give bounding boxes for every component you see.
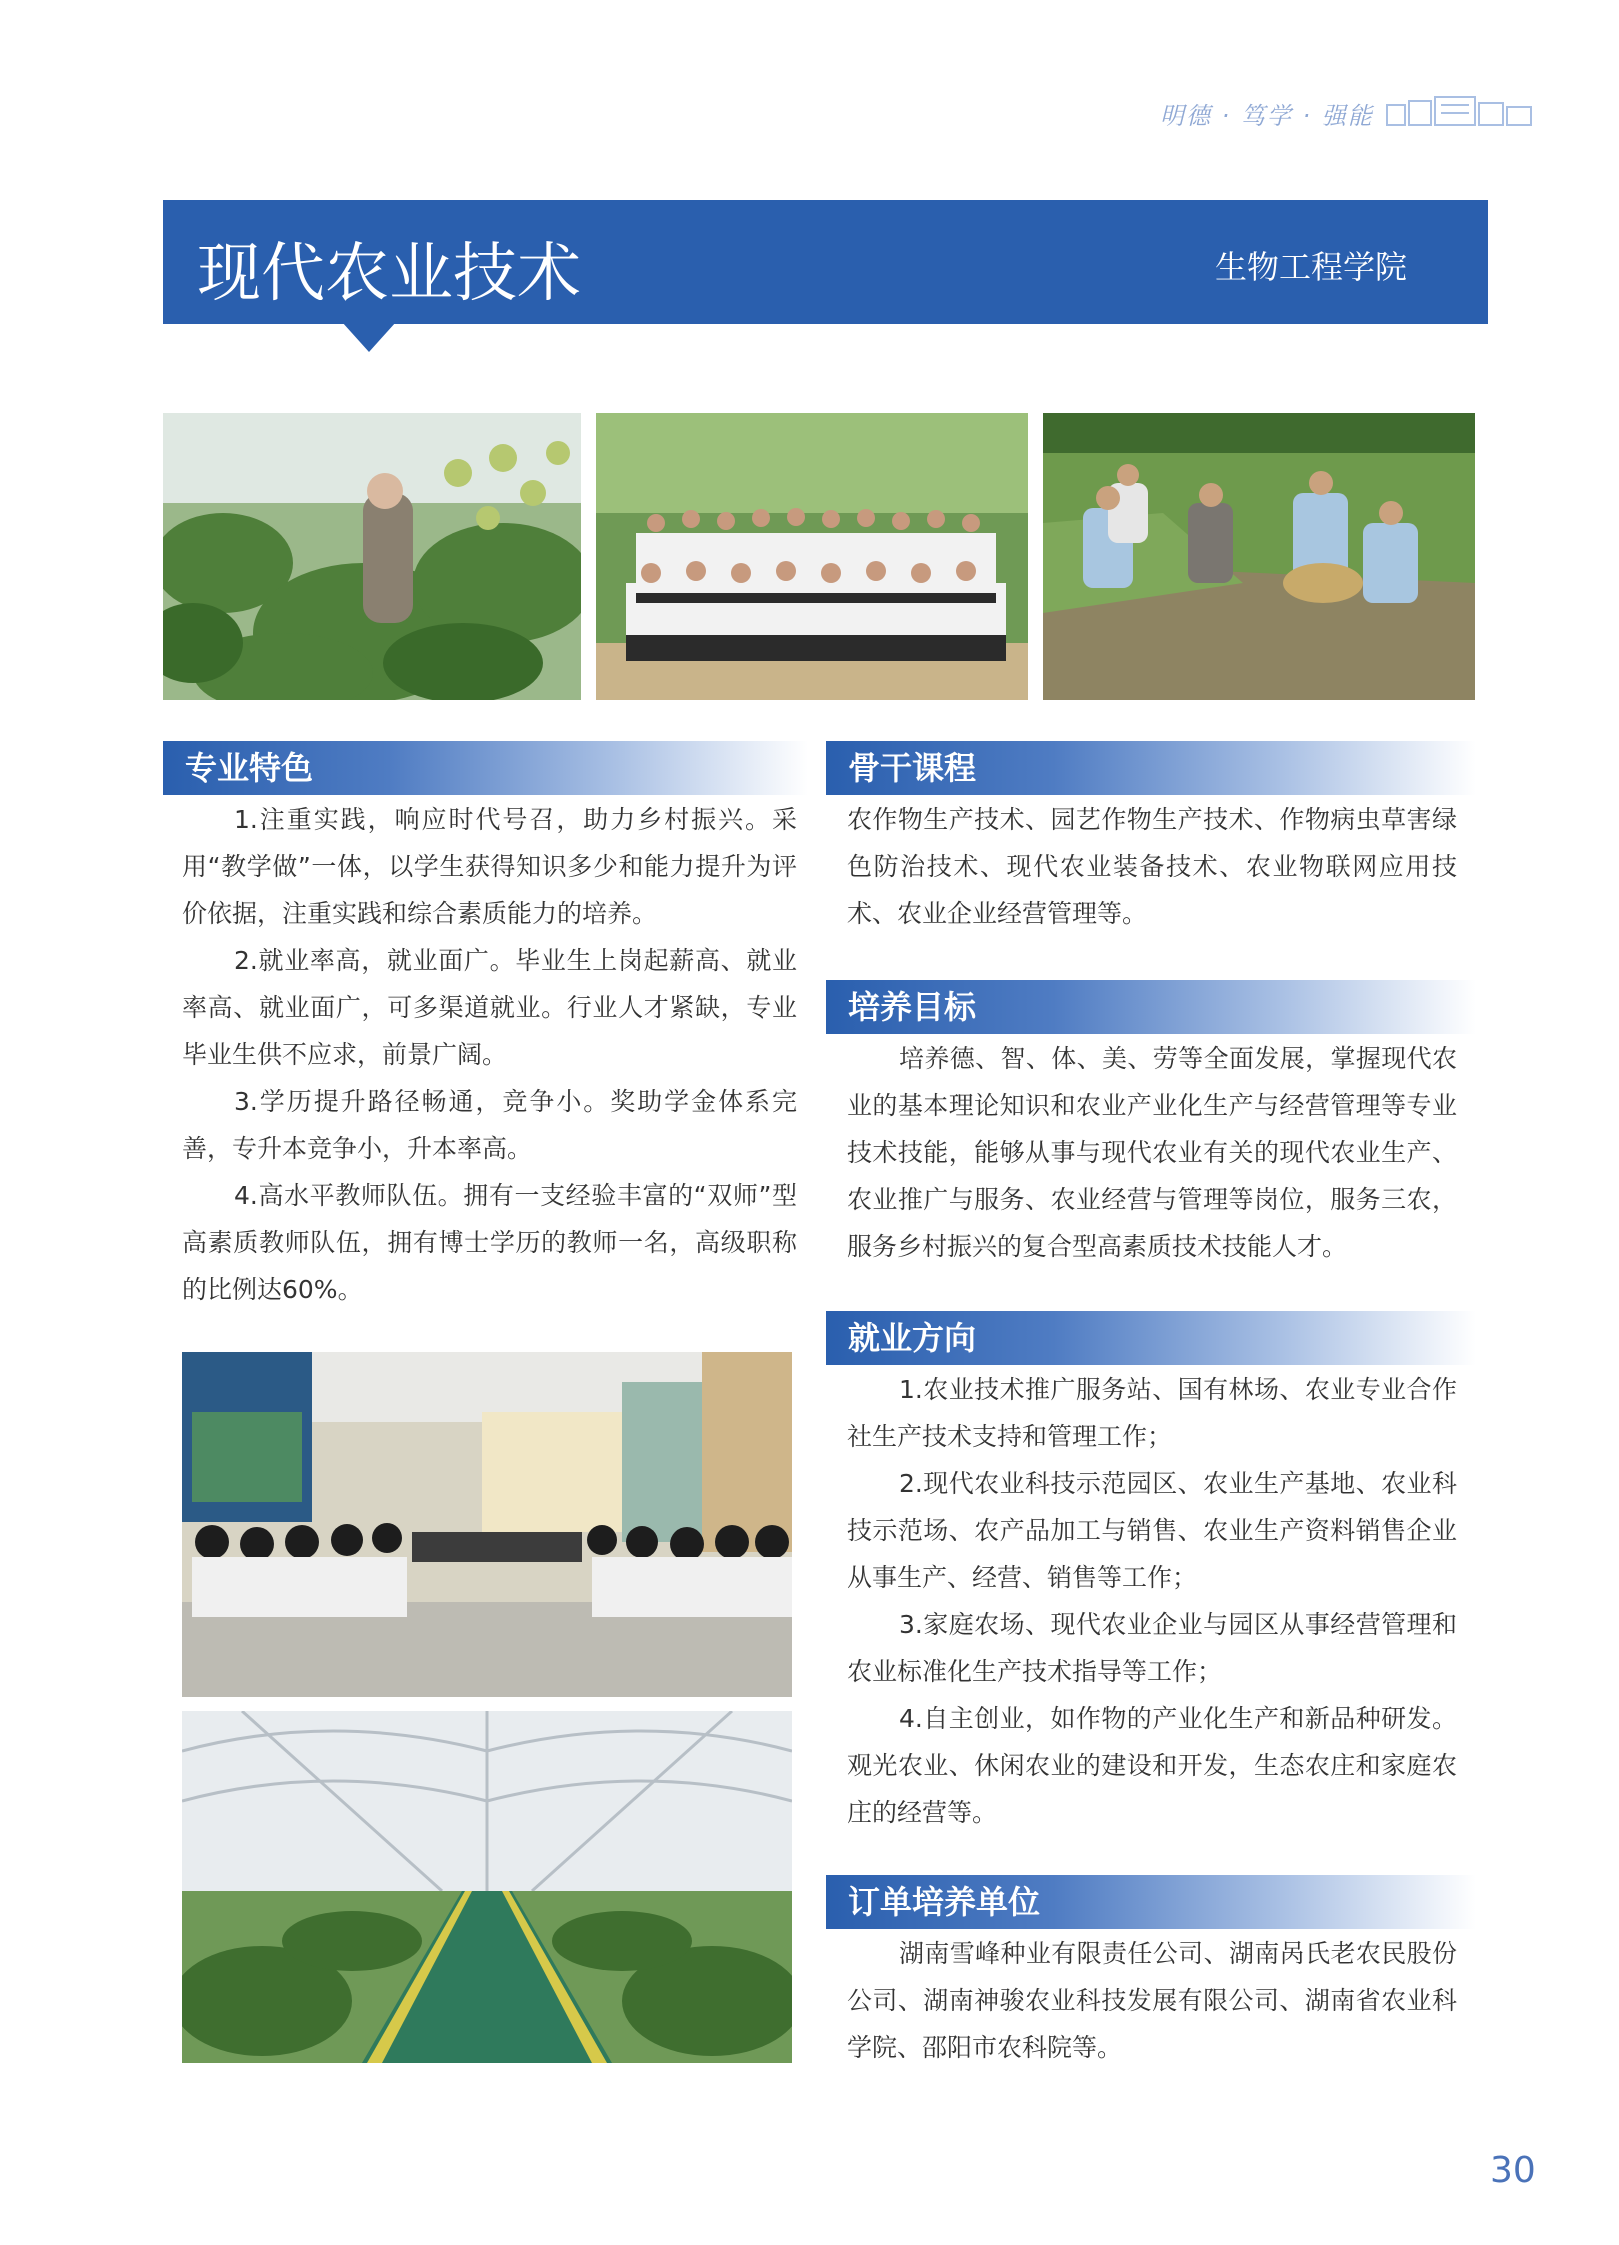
section-heading-features: 专业特色 — [163, 741, 808, 795]
core-courses-text — [847, 796, 1457, 937]
motto: 明德 · 笃学 · 强能 — [1160, 102, 1374, 130]
banner-notch — [342, 322, 396, 352]
core-courses-paragraph: 农作物生产技术、园艺作物生产技术、作物病虫草害绿色防治技术、现代农业装备技术、农业物联网应用技术、农业企业经营管理等。 — [847, 805, 1457, 928]
employment-paragraph: 1.农业技术推广服务站、国有林场、农业专业合作社生产技术支持和管理工作； — [847, 1375, 1457, 1451]
section-heading-core-courses: 骨干课程 — [826, 741, 1476, 795]
greenhouse-tomato-photo — [163, 413, 581, 700]
page-number: 30 — [1490, 2150, 1536, 2191]
order-training-paragraph: 湖南雪峰种业有限责任公司、湖南呙氏老农民股份公司、湖南神骏农业科技发展有限公司、湖南省农业科学院、邵阳市农科院等。 — [847, 1939, 1457, 2062]
training-goal-paragraph: 培养德、智、体、美、劳等全面发展，掌握现代农业的基本理论知识和农业产业化生产与经营管理等专业技术技能，能够从事与现代农业有关的现代农业生产、农业推广与服务、农业经营与管理等岗位，服务三农，服务乡村振兴的复合型高素质技术技能人才。 — [847, 1044, 1457, 1261]
features-paragraph: 4.高水平教师队伍。拥有一支经验丰富的“双师”型高素质教师队伍，拥有博士学历的教师一名，高级职称的比例达60%。 — [182, 1181, 797, 1304]
features-paragraph: 1.注重实践，响应时代号召，助力乡村振兴。采用“教学做”一体，以学生获得知识多少和能力提升为评价依据，注重实践和综合素质能力的培养。 — [182, 805, 797, 928]
employment-paragraph: 2.现代农业科技示范园区、农业生产基地、农业科技示范场、农产品加工与销售、农业生产资料销售企业从事生产、经营、销售等工作； — [847, 1469, 1457, 1592]
employment-paragraph: 3.家庭农场、现代农业企业与园区从事经营管理和农业标准化生产技术指导等工作； — [847, 1610, 1457, 1686]
classroom-photo — [182, 1352, 792, 1697]
features-text — [182, 796, 797, 1313]
employment-paragraph: 4.自主创业，如作物的产业化生产和新品种研发。观光农业、休闲农业的建设和开发，生态农庄和家庭农庄的经营等。 — [847, 1704, 1457, 1827]
training-goal-text — [847, 1035, 1457, 1270]
greenhouse-photo — [182, 1711, 792, 2063]
employment-text — [847, 1366, 1457, 1836]
field-work-photo — [1043, 413, 1475, 700]
section-heading-training-goal: 培养目标 — [826, 980, 1476, 1034]
campus-building-logo — [1385, 95, 1535, 127]
order-training-text — [847, 1930, 1457, 2071]
student-group-photo — [596, 413, 1028, 700]
features-paragraph: 3.学历提升路径畅通，竞争小。奖助学金体系完善，专升本竞争小，升本率高。 — [182, 1087, 797, 1163]
section-heading-order-training: 订单培养单位 — [826, 1875, 1476, 1929]
features-paragraph: 2.就业率高，就业面广。毕业生上岗起薪高、就业率高、就业面广，可多渠道就业。行业人才紧缺，专业毕业生供不应求，前景广阔。 — [182, 946, 797, 1069]
college-name: 生物工程学院 — [1215, 248, 1408, 286]
section-heading-employment: 就业方向 — [826, 1311, 1476, 1365]
page-title: 现代农业技术 — [197, 237, 581, 311]
